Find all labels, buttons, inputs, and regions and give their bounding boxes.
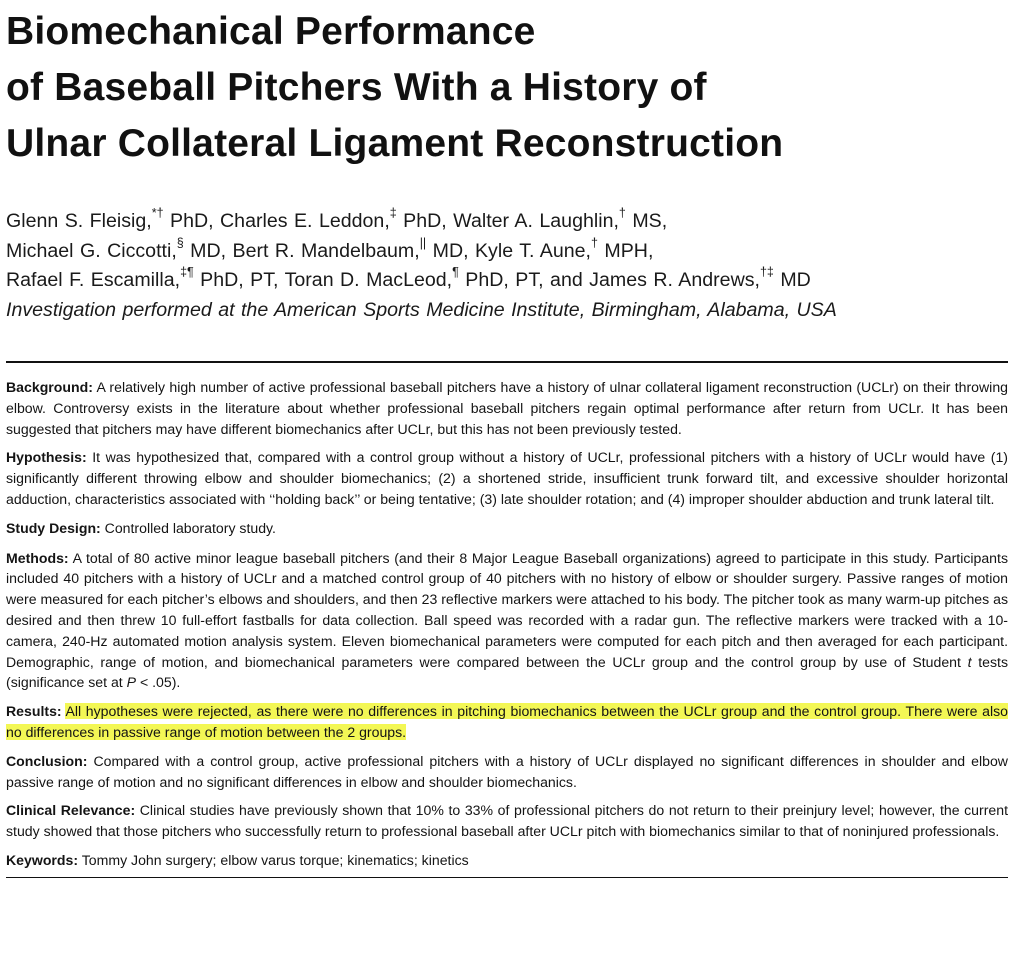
author-name: PhD, PT, Toran D. MacLeod,	[193, 269, 453, 291]
title-line: Ulnar Collateral Ligament Reconstruction	[6, 122, 784, 165]
title-line: of Baseball Pitchers With a History of	[6, 66, 707, 109]
section-text-italic: t	[967, 653, 972, 670]
abstract-clinical-relevance	[6, 800, 1008, 842]
divider	[6, 877, 1008, 878]
section-text: Controlled laboratory study.	[100, 519, 276, 536]
affiliation-mark: *†	[151, 206, 164, 221]
abstract	[6, 377, 1008, 871]
section-label: Study Design:	[6, 519, 101, 536]
author-degree: MPH,	[597, 239, 654, 262]
section-text: Clinical studies have previously shown that 10% to 33% of professional pitchers do not return to their preinjury level; however, the current study showed that those pitchers who successfully return to professional baseball after UCLr pitch with biomechanics similar to that of noninjured professionals.	[6, 802, 1009, 840]
article-title	[6, 4, 1004, 172]
section-label: Results:	[6, 703, 62, 720]
affiliation-mark: †	[618, 206, 626, 221]
abstract-study-design	[6, 518, 1008, 539]
abstract-results	[6, 701, 1008, 743]
abstract-background	[6, 377, 1008, 439]
affiliation-mark: †‡	[759, 265, 774, 280]
author-degree: MS,	[625, 210, 668, 232]
affiliation-statement: Investigation performed at the American Sports Medicine Institute, Birmingham, Alabama, USA	[6, 298, 837, 321]
affiliation-mark: †	[591, 235, 598, 250]
author-name: Rafael F. Escamilla,	[6, 269, 181, 291]
abstract-methods	[6, 548, 1008, 694]
section-text: Tommy John surgery; elbow varus torque; kinematics; kinetics	[78, 851, 469, 868]
affiliation-mark: ‡	[389, 206, 397, 221]
author-line	[6, 237, 1004, 267]
author-name: PhD, PT, and James R. Andrews,	[458, 269, 760, 291]
abstract-hypothesis	[6, 447, 1008, 509]
section-text: A relatively high number of active professional baseball pitchers have a history of ulnar collateral ligament reconstruction (UCLr) on their throwing elbow. Controversy exists in the literature about whether professional baseball pitchers regain optimal performance after return from UCLr. It has been suggested that pitchers may have different biomechanics after UCLr, but this has not been previously tested.	[6, 379, 1008, 437]
author-name: MD, Kyle T. Aune,	[426, 239, 592, 262]
highlighted-text: All hypotheses were rejected, as there were no differences in pitching biomechanics between the UCLr group and the control group. There were also no differences in passive range of motion between the 2 groups.	[6, 703, 1008, 740]
author-degree: MD	[773, 269, 811, 291]
section-label: Methods:	[6, 549, 69, 566]
author-name: Glenn S. Fleisig,	[6, 210, 152, 232]
affiliation-mark: ||	[419, 235, 427, 250]
section-label: Conclusion:	[6, 752, 88, 769]
affiliation-mark: ‡¶	[180, 265, 194, 280]
divider	[6, 361, 1008, 363]
section-text: Compared with a control group, active professional pitchers with a history of UCLr displayed no significant differences in shoulder and elbow passive range of motion and no significant differences in elbow and shoulder biomechanics.	[6, 752, 1008, 790]
section-label: Clinical Relevance:	[6, 802, 136, 819]
section-label: Background:	[6, 379, 93, 395]
section-label: Hypothesis:	[6, 449, 87, 466]
section-text: A total of 80 active minor league baseball pitchers (and their 8 Major League Baseball organizations) agreed to participate in this study. Participants included 40 pitchers with a history of UCLr and a matched control group of 40 pitchers with no history of elbow or shoulder surgery. Passive ranges of motion were measured for each pitcher’s elbows and shoulders, and then 23 reflective markers were attached to his body. The pitcher took as many warm-up pitches as desired and then threw 10 full-effort fastballs for data collection. Ball speed was recorded with a radar gun. The reflective markers were tracked with a 10-camera, 240-Hz automated motion analysis system. Eleven biomechanical parameters were computed for each pitch and then averaged for each participant. Demographic, range of motion, and biomechanical parameters were compared between the UCLr group and the control group by use of Student	[6, 549, 1008, 670]
author-name: MD, Bert R. Mandelbaum,	[183, 239, 420, 262]
abstract-conclusion	[6, 751, 1008, 793]
author-list	[6, 207, 1004, 325]
section-text: tests (significance set at	[6, 653, 1008, 691]
author-name: Michael G. Ciccotti,	[6, 239, 177, 262]
abstract-keywords	[6, 850, 1008, 871]
affiliation-mark: §	[176, 235, 184, 250]
section-text: < .05).	[136, 674, 181, 691]
author-name: PhD, Charles E. Leddon,	[163, 210, 390, 232]
article-page	[6, 4, 1009, 878]
affiliation-mark: ¶	[452, 265, 459, 280]
author-line	[6, 207, 1004, 237]
author-line	[6, 266, 1004, 296]
section-text: It was hypothesized that, compared with a control group without a history of UCLr, professional pitchers with a history of UCLr would have (1) significantly different throwing elbow and shoulder biomechanics; (2) a shortened stride, insufficient trunk forward tilt, and excessive shoulder horizontal adduction, characteristics associated with ‘‘holding back’’ or being tentative; (3) late shoulder rotation; and (4) improper shoulder abduction and trunk lateral tilt.	[6, 449, 1008, 507]
section-text-italic: P	[126, 674, 137, 691]
section-label: Keywords:	[6, 851, 79, 868]
author-name: PhD, Walter A. Laughlin,	[396, 210, 619, 232]
title-line: Biomechanical Performance	[6, 10, 536, 53]
